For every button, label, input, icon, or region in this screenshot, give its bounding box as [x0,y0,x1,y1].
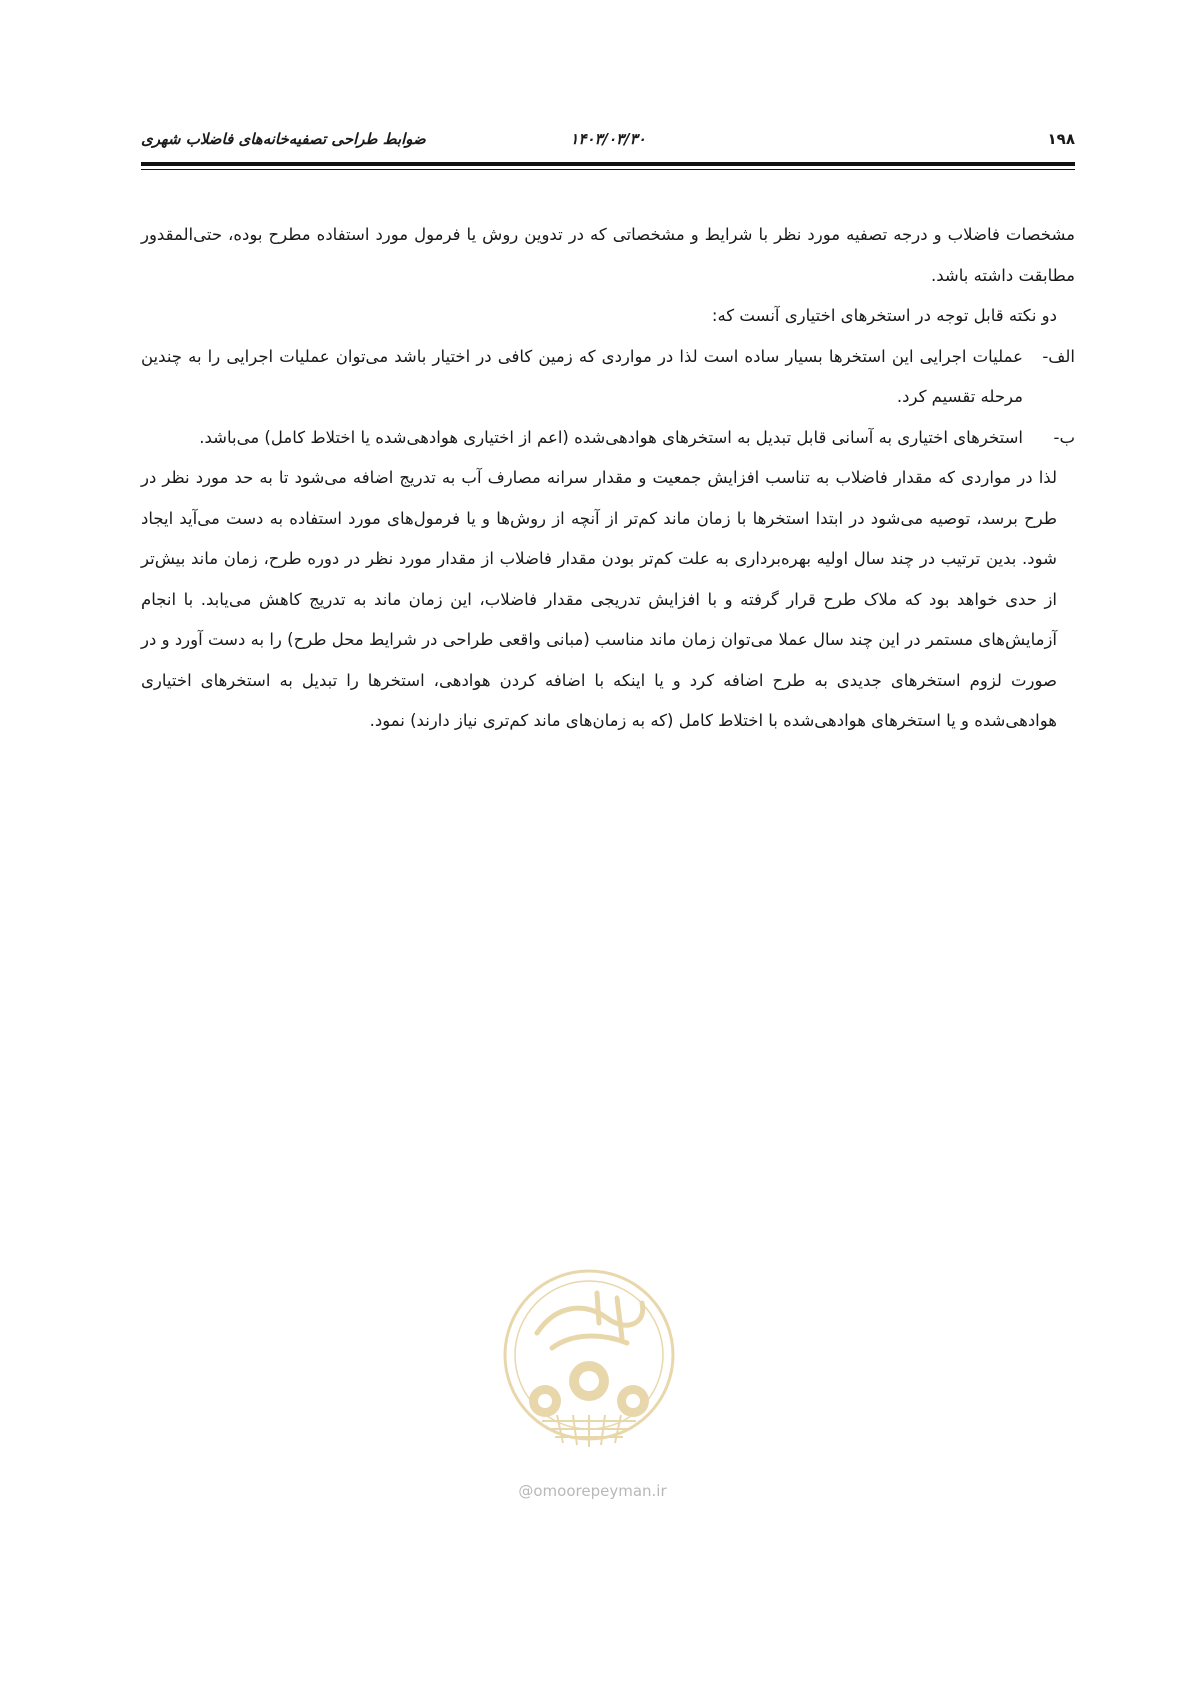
header-rule-thin [141,169,1075,170]
list-marker-a: الف- [1042,346,1075,366]
page-number: ۱۹۸ [1047,130,1075,148]
list-item-a-text: عملیات اجرایی این استخرها بسیار ساده است لذا در مواردی که زمین کافی در اختیار باشد می‌توان عملیات اجرایی را به چندین مرحله تقسیم کرد. [141,346,1023,406]
list-item-b-text: استخرهای اختیاری به آسانی قابل تبدیل به استخرهای هوادهی‌شده (اعم از اختیاری هوادهی‌شده یا اختلاط کامل) می‌باشد. [199,427,1023,447]
list-marker-b: ب- [1053,427,1075,447]
header-date: ۱۴۰۳/۰۳/۳۰ [570,130,646,148]
watermark-logo-icon [497,1263,681,1463]
paragraph-1: مشخصات فاضلاب و درجه تصفیه مورد نظر با شرایط و مشخصاتی که در تدوین روش یا فرمول مورد استفاده مطرح بوده، حتی‌المقدور مطابقت داشته باشد. [141,225,1075,285]
page-header [141,128,1075,154]
paragraph-3: لذا در مواردی که مقدار فاضلاب به تناسب افزایش جمعیت و مقدار سرانه مصارف آب به تدریج اضافه می‌شود تا به حد مورد نظر در طرح برسد، توصیه می‌شود در ابتدا استخرها با زمان ماند کم‌تر از آنچه از روش‌ها و یا فرمول‌های مورد استفاده به دست می‌آید ایجاد شود. بدین ترتیب در چند سال اولیه بهره‌برداری به علت کم‌تر بودن مقدار فاضلاب از مقدار مورد نظر در دوره طرح، زمان ماند بیش‌تر از حدی خواهد بود که ملاک طرح قرار گرفته و با افزایش تدریجی مقدار فاضلاب، این زمان ماند به تدریج کاهش می‌یابد. با انجام آزمایش‌های مستمر در این چند سال عملا می‌توان زمان ماند مناسب (مبانی واقعی طراحی در شرایط محل طرح) را به دست آورد و در صورت لزوم استخرهای جدیدی به طرح اضافه کرد و یا اینکه با اضافه کردن هوادهی، استخرها را تبدیل به استخرهای اختیاری هوادهی‌شده و یا استخرهای هوادهی‌شده با اختلاط کامل (که به زمان‌های ماند کم‌تری نیاز دارند) نمود. [141,468,1057,730]
body-text [141,215,1075,742]
header-title: ضوابط طراحی تصفیه‌خانه‌های فاضلاب شهری [141,130,426,148]
list-item-a [141,337,1075,418]
header-rule-thick [141,162,1075,166]
paragraph-2: دو نکته قابل توجه در استخرهای اختیاری آنست که: [711,306,1057,325]
watermark-url: @omoorepeyman.ir [518,1482,667,1500]
list-item-b [141,418,1075,459]
